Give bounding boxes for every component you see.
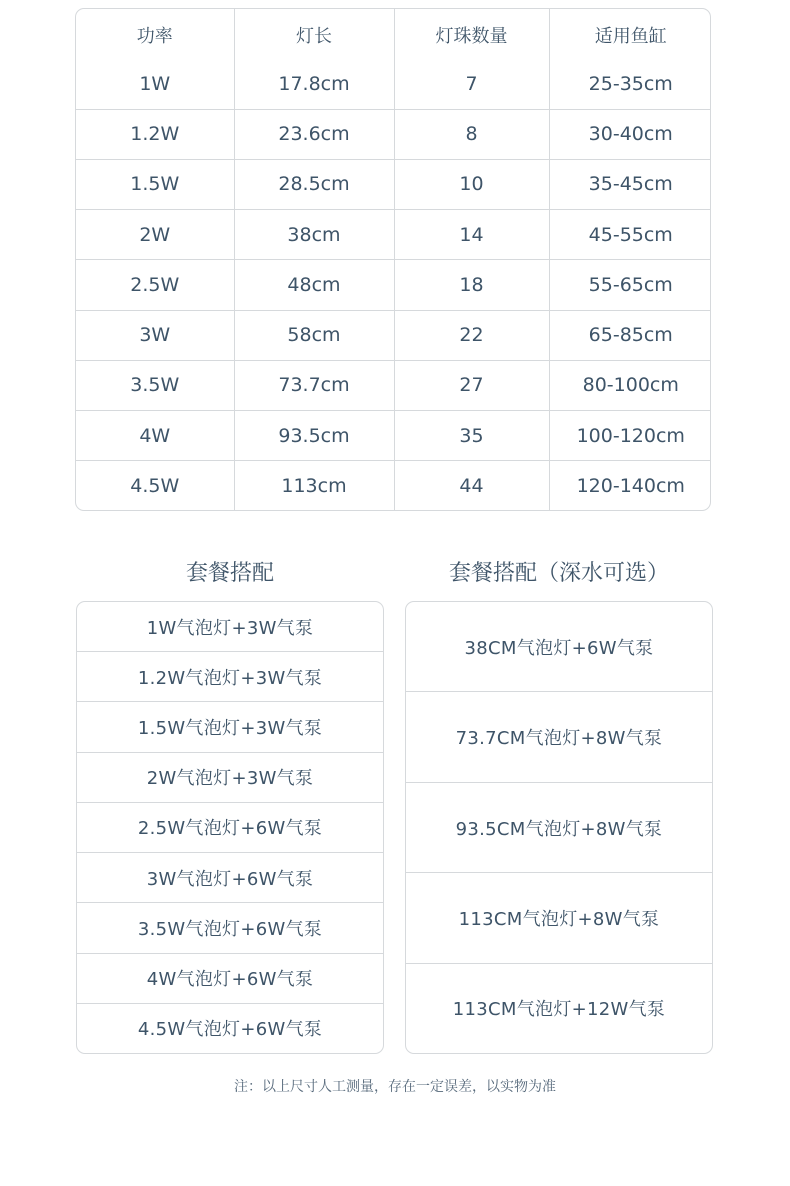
table-cell: 45-55cm xyxy=(549,210,711,260)
table-cell: 30-40cm xyxy=(549,109,711,159)
table-cell: 25-35cm xyxy=(549,60,711,109)
table-row xyxy=(76,260,711,310)
table-cell: 17.8cm xyxy=(234,60,394,109)
table-cell: 7 xyxy=(394,60,549,109)
table-cell: 2.5W xyxy=(76,260,234,310)
table-row xyxy=(76,109,711,159)
header-power: 功率 xyxy=(76,9,234,60)
table-cell: 27 xyxy=(394,360,549,410)
table-cell: 120-140cm xyxy=(576,474,685,497)
table-cell: 4W xyxy=(76,411,234,461)
table-cell: 1.2W xyxy=(76,109,234,159)
footnote: 注：以上尺寸人工测量，存在一定误差，以实物为准 xyxy=(234,1079,556,1095)
table-cell: 8 xyxy=(394,109,549,159)
table-cell: 18 xyxy=(394,260,549,310)
table-cell: 1.5W xyxy=(76,159,234,209)
list-item: 2W气泡灯+3W气泵 xyxy=(77,753,383,803)
list-item: 3W气泡灯+6W气泵 xyxy=(77,853,383,903)
list-item: 4W气泡灯+6W气泵 xyxy=(77,954,383,1004)
header-tank-size: 适用鱼缸 xyxy=(594,25,667,47)
table-cell: 10 xyxy=(394,159,549,209)
list-item: 1.5W气泡灯+3W气泵 xyxy=(77,702,383,752)
table-cell: 93.5cm xyxy=(234,411,394,461)
table-row xyxy=(76,60,711,109)
list-item: 93.5CM气泡灯+8W气泵 xyxy=(406,783,712,873)
table-row xyxy=(76,461,711,510)
list-item: 113CM气泡灯+8W气泵 xyxy=(406,873,712,963)
combo-left-list xyxy=(76,601,384,1054)
table-cell: 65-85cm xyxy=(549,310,711,360)
list-item: 2.5W气泡灯+6W气泵 xyxy=(77,803,383,853)
table-cell: 35 xyxy=(394,411,549,461)
table-cell: 3W xyxy=(76,310,234,360)
spec-table xyxy=(75,8,711,511)
table-cell: 73.7cm xyxy=(234,360,394,410)
table-cell: 1W xyxy=(76,60,234,109)
table-row xyxy=(76,310,711,360)
table-cell: 23.6cm xyxy=(234,109,394,159)
list-item: 1.2W气泡灯+3W气泵 xyxy=(77,652,383,702)
table-row xyxy=(76,411,711,461)
table-row xyxy=(76,210,711,260)
header-bead-count: 灯珠数量 xyxy=(394,9,549,60)
table-cell: 80-100cm xyxy=(549,360,711,410)
table-cell: 28.5cm xyxy=(234,159,394,209)
header-length: 灯长 xyxy=(234,9,394,60)
table-cell: 14 xyxy=(394,210,549,260)
list-item: 38CM气泡灯+6W气泵 xyxy=(406,602,712,692)
list-item: 113CM气泡灯+12W气泵 xyxy=(452,999,666,1021)
list-item: 73.7CM气泡灯+8W气泵 xyxy=(406,692,712,782)
table-cell: 58cm xyxy=(234,310,394,360)
table-cell: 3.5W xyxy=(76,360,234,410)
table-cell: 113cm xyxy=(234,461,394,510)
list-item: 4.5W气泡灯+6W气泵 xyxy=(137,1019,323,1041)
combo-right-list xyxy=(405,601,713,1054)
combo-left-title: 套餐搭配 xyxy=(185,561,274,586)
list-item: 3.5W气泡灯+6W气泵 xyxy=(77,903,383,953)
table-cell: 35-45cm xyxy=(549,159,711,209)
table-cell: 55-65cm xyxy=(549,260,711,310)
table-cell: 100-120cm xyxy=(549,411,711,461)
table-cell: 38cm xyxy=(234,210,394,260)
table-cell: 44 xyxy=(394,461,549,510)
combo-right-title: 套餐搭配（深水可选） xyxy=(448,561,669,586)
table-cell: 48cm xyxy=(234,260,394,310)
list-item: 1W气泡灯+3W气泵 xyxy=(77,602,383,652)
table-header-row xyxy=(76,9,711,60)
table-row xyxy=(76,360,711,410)
table-cell: 22 xyxy=(394,310,549,360)
table-cell: 4.5W xyxy=(76,461,234,510)
table-cell: 2W xyxy=(76,210,234,260)
table-row xyxy=(76,159,711,209)
